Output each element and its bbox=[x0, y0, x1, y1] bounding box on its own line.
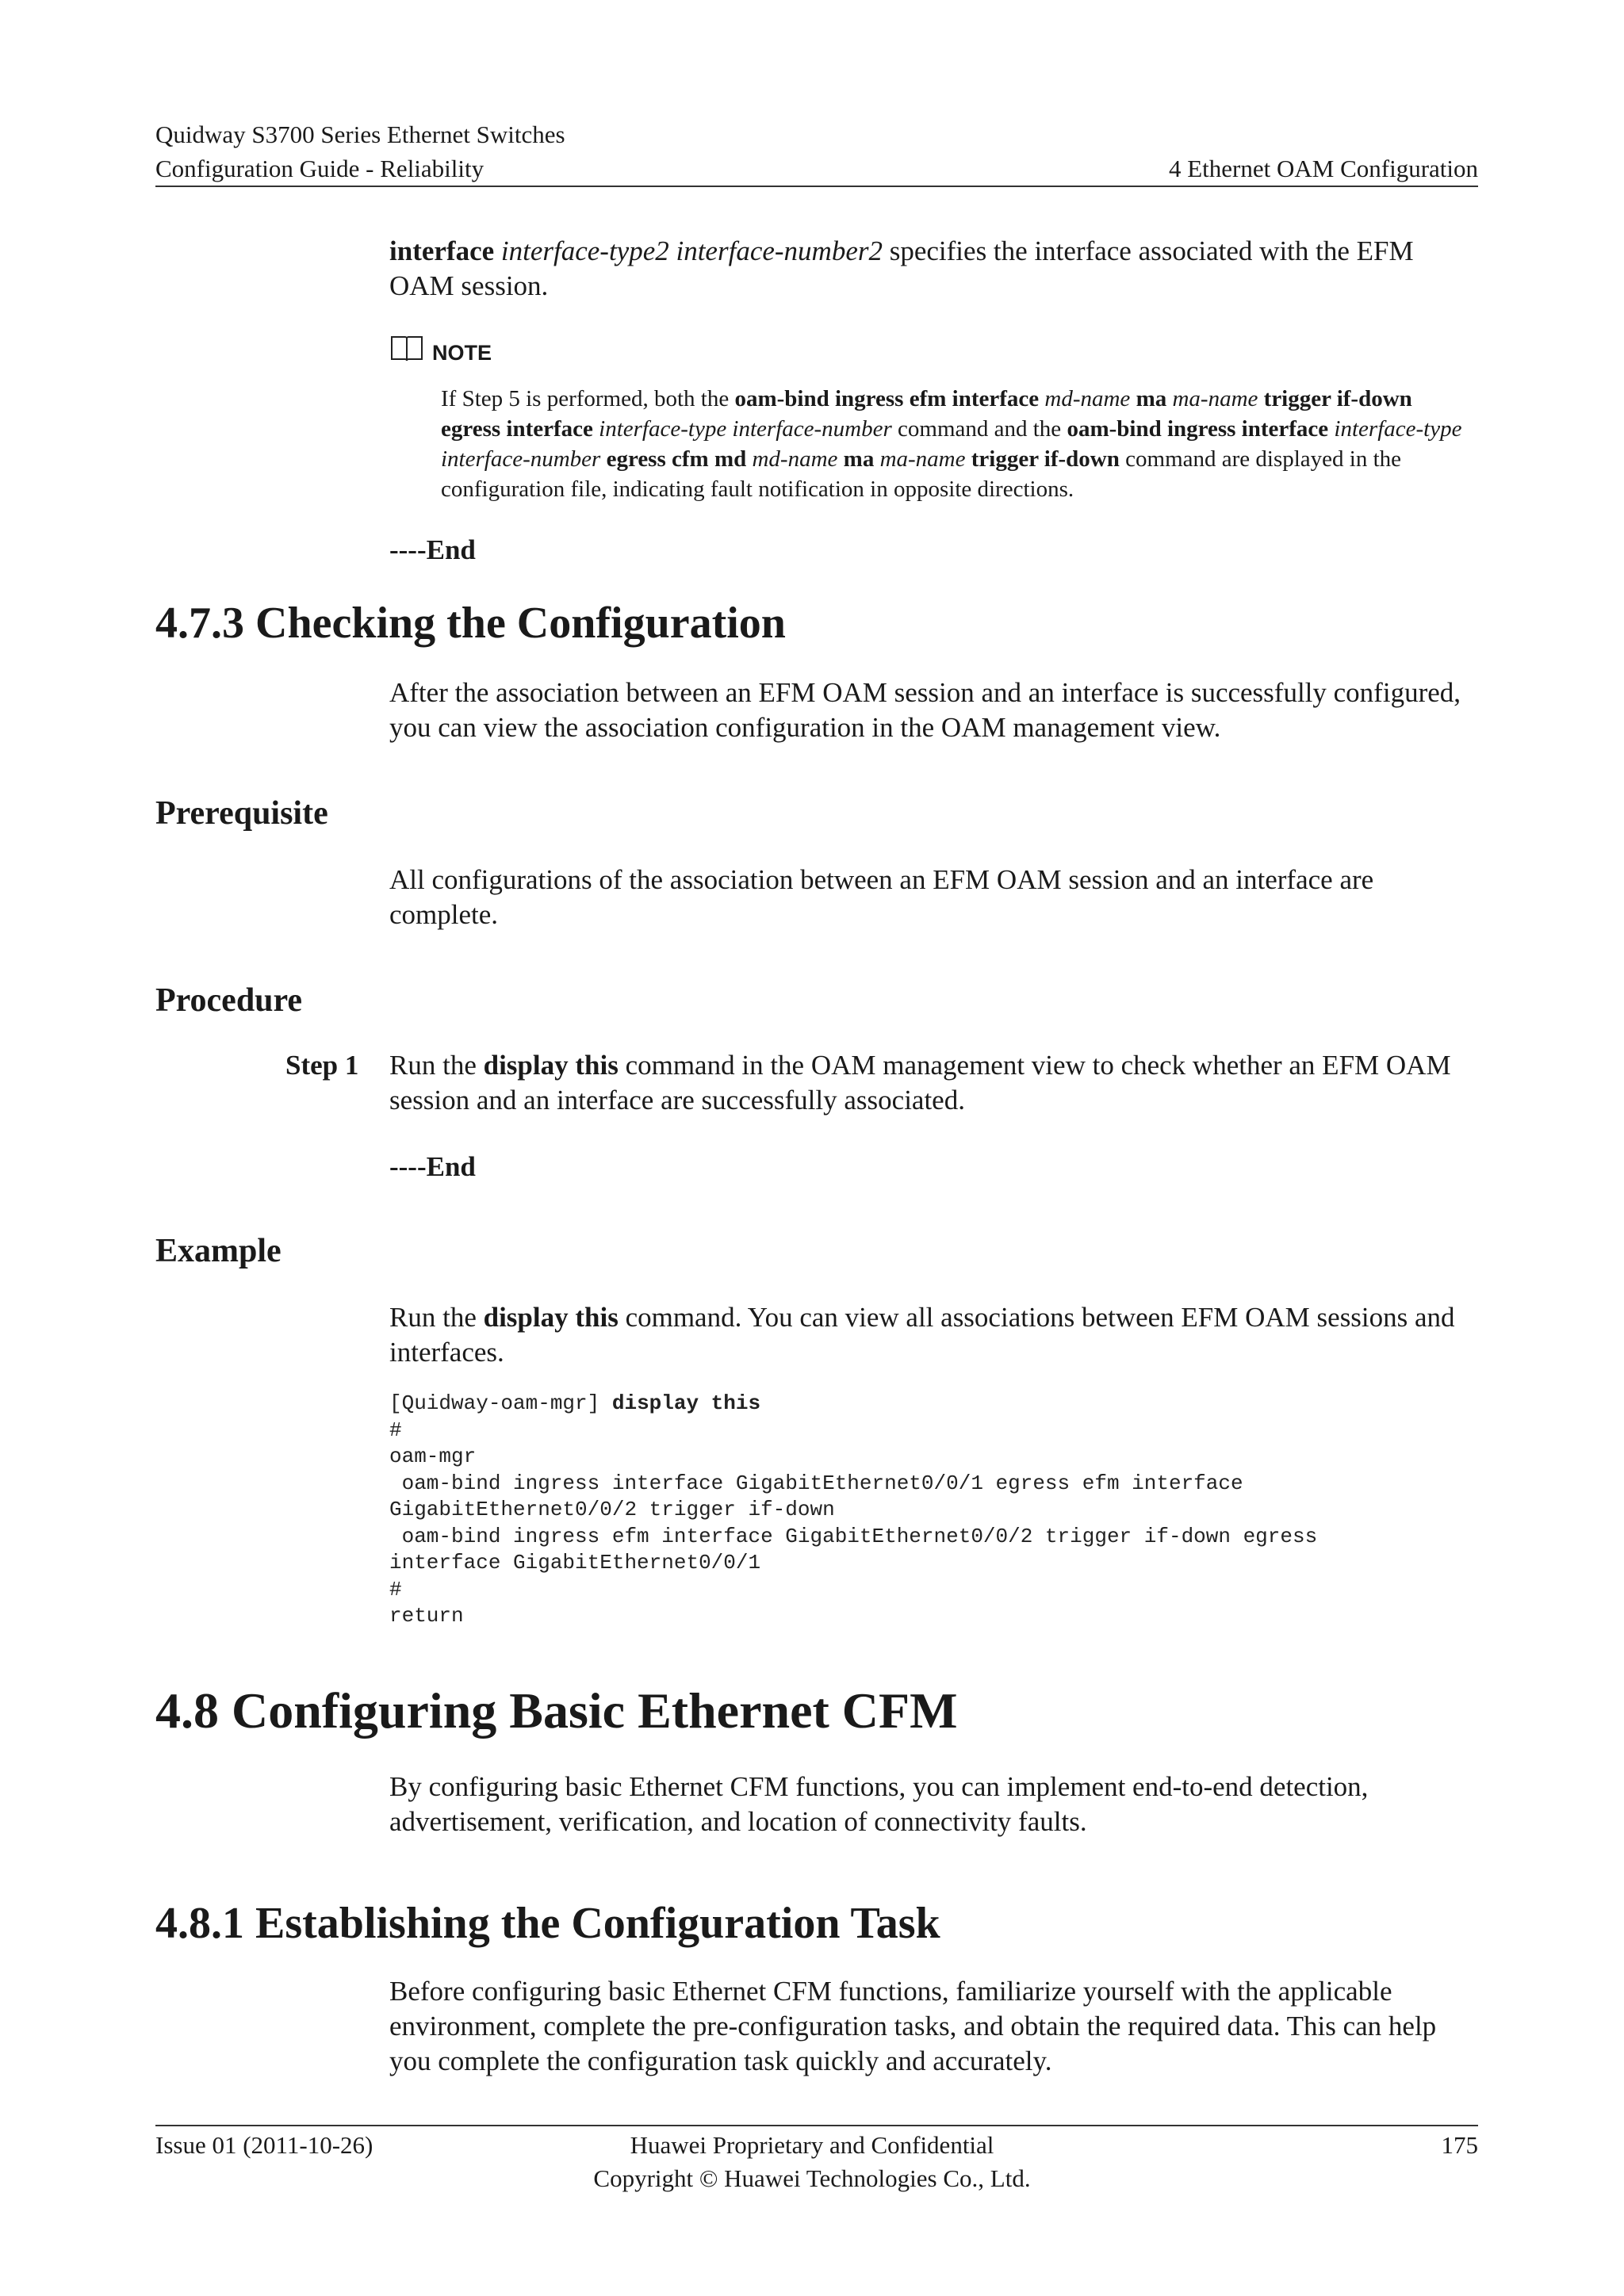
book-icon bbox=[389, 333, 424, 363]
procedure-heading: Procedure bbox=[155, 982, 303, 1019]
footer-confidential: Huawei Proprietary and Confidential bbox=[630, 2131, 994, 2159]
section-4-7-3-title: 4.7.3 Checking the Configuration bbox=[155, 599, 786, 648]
header-product: Quidway S3700 Series Ethernet Switches bbox=[155, 121, 565, 148]
header-chapter: 4 Ethernet OAM Configuration bbox=[1168, 155, 1478, 182]
intro-rest: specifies the interface associated with the EFM OAM session. bbox=[389, 235, 1414, 301]
code-prompt: [Quidway-oam-mgr] bbox=[389, 1391, 612, 1415]
note-text: If Step 5 is performed, both the oam-bind ingress efm interface md-name ma ma-name trigger if-down egress interface interface-type interface-number command and the oam-bind ingress interface interface-type interface-number egress cfm md md-name ma ma-name trigger if-down command are displayed in the configuration file, indicating fault notification in opposite directions. bbox=[441, 386, 1462, 502]
section-4-8-title: 4.8 Configuring Basic Ethernet CFM bbox=[155, 1682, 958, 1739]
section-4-8-1-title: 4.8.1 Establishing the Configuration Task bbox=[155, 1899, 940, 1948]
step-1-text: Run the display this command in the OAM management view to check whether an EFM OAM session and an interface are successfully associated. bbox=[389, 1050, 1451, 1115]
header-rule bbox=[155, 186, 1478, 187]
footer-copyright: Copyright © Huawei Technologies Co., Ltd. bbox=[593, 2164, 1031, 2192]
end-marker-procedure: ----End bbox=[389, 1151, 476, 1182]
section-4-8-1-desc: Before configuring basic Ethernet CFM functions, familiarize yourself with the applicable environment, complete the pre-configuration tasks, and obtain the required data. This can help you complete the configuration task quickly and accurately. bbox=[389, 1976, 1437, 2076]
note-label: NOTE bbox=[432, 341, 492, 365]
example-heading: Example bbox=[155, 1233, 282, 1269]
section-4-8-desc: By configuring basic Ethernet CFM functions, you can implement end-to-end detection, advertisement, verification, and location of connectivity faults. bbox=[389, 1771, 1369, 1837]
footer-rule bbox=[155, 2125, 1478, 2126]
code-prompt-command: display this bbox=[611, 1391, 761, 1415]
section-4-7-3-desc: After the association between an EFM OAM session and an interface is successfully configured, you can view the association configuration in the OAM management view. bbox=[389, 677, 1461, 743]
example-text: Run the display this command. You can view all associations between EFM OAM sessions and interfaces. bbox=[389, 1302, 1455, 1368]
intro-paragraph bbox=[389, 234, 1478, 304]
footer-page-number: 175 bbox=[1441, 2131, 1478, 2159]
intro-args: interface-type2 interface-number2 bbox=[500, 235, 883, 266]
code-block bbox=[389, 1391, 1478, 1630]
step-1-label: Step 1 bbox=[285, 1050, 359, 1081]
header-guide: Configuration Guide - Reliability bbox=[155, 155, 485, 182]
prerequisite-text: All configurations of the association between an EFM OAM session and an interface are complete. bbox=[389, 864, 1374, 930]
footer-issue: Issue 01 (2011-10-26) bbox=[155, 2131, 373, 2159]
end-marker: ----End bbox=[389, 534, 476, 565]
prerequisite-heading: Prerequisite bbox=[155, 795, 328, 832]
code-body: # oam-mgr oam-bind ingress interface GigabitEthernet0/0/1 egress efm interface GigabitEthernet0/0/2 trigger if-down oam-bind ingress efm interface GigabitEthernet0/0/2 trigger if-down egress interface GigabitEthernet0/0/1 # return bbox=[389, 1418, 1318, 1628]
intro-keyword: interface bbox=[389, 235, 495, 266]
